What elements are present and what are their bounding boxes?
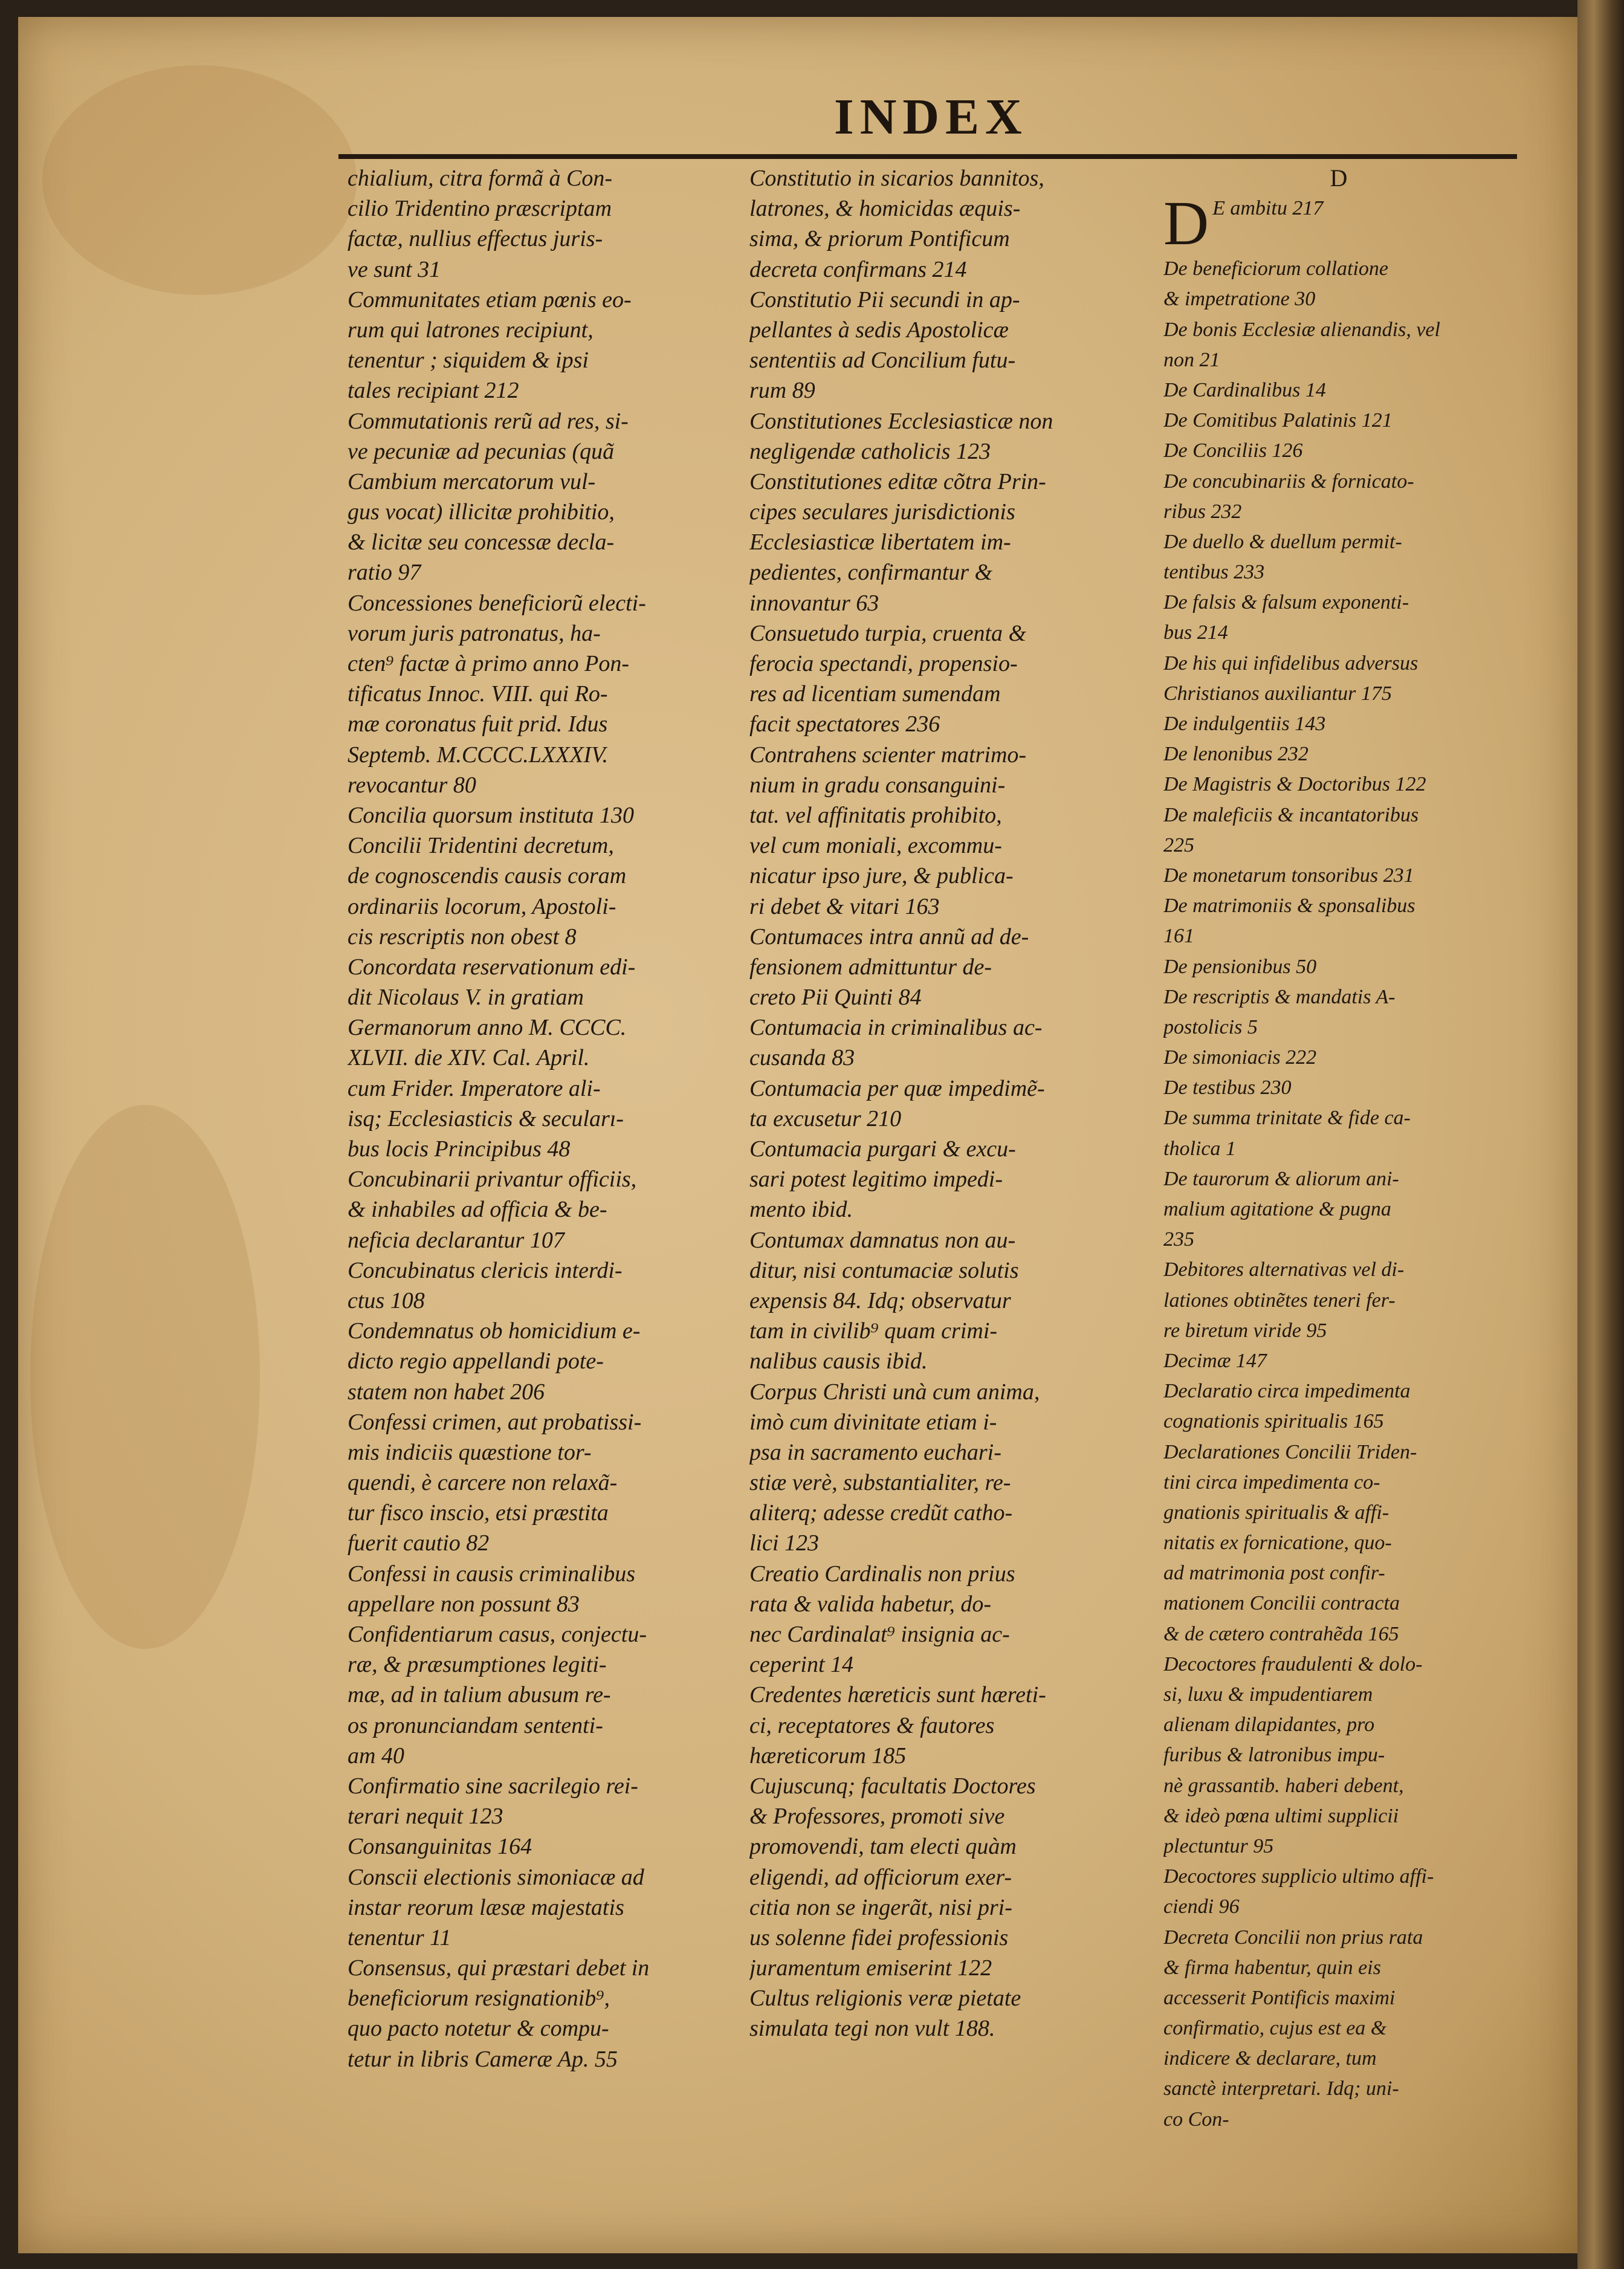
index-line: ordinariis locorum, Apostoli-	[348, 893, 616, 919]
index-line: mationem Concilii contracta	[1163, 1592, 1400, 1615]
index-column-3	[1163, 163, 1514, 2135]
index-line: innovantur 63	[749, 590, 879, 616]
index-line: plectuntur 95	[1163, 1834, 1274, 1857]
index-line: & impetratione 30	[1163, 288, 1316, 311]
index-line: tificatus Innoc. VIII. qui Ro-	[348, 681, 608, 707]
index-line: Declaratio circa impedimenta	[1163, 1380, 1411, 1403]
index-line: Contrahens scienter matrimo-	[749, 742, 1027, 768]
index-line: tam in civilib⁹ quam crimi-	[749, 1318, 998, 1344]
index-line: vorum juris patronatus, ha-	[348, 620, 601, 646]
index-line: Confessi crimen, aut probatissi-	[348, 1409, 642, 1435]
index-line: nec Cardinalat⁹ insignia ac-	[749, 1622, 1010, 1647]
index-line: & licitæ seu concessæ decla-	[348, 529, 615, 555]
index-line: mis indiciis quæstione tor-	[348, 1439, 592, 1465]
index-line: Contumaces intra annũ ad de-	[749, 924, 1029, 950]
index-line: beneficiorum resignationib⁹,	[348, 1986, 610, 2012]
index-line: co Con-	[1163, 2108, 1229, 2131]
index-line: Decreta Concilii non prius rata	[1163, 1926, 1423, 1949]
index-line: Concubinarii privantur officiis,	[348, 1167, 637, 1193]
index-line: Creatio Cardinalis non prius	[749, 1561, 1015, 1587]
index-line: ve pecuniæ ad pecunias (quã	[348, 438, 615, 464]
index-line: cusanda 83	[749, 1045, 855, 1071]
index-line: ve sunt 31	[348, 256, 441, 282]
index-line: De Conciliis 126	[1163, 439, 1303, 462]
index-line: vel cum moniali, excommu-	[749, 833, 1002, 859]
index-line: Contumacia per quæ impedimẽ-	[749, 1075, 1045, 1101]
index-line: ribus 232	[1163, 500, 1242, 523]
index-line: ta excusetur 210	[749, 1105, 902, 1131]
index-line: Confidentiarum casus, conjectu-	[348, 1622, 647, 1647]
index-line: lici 123	[749, 1530, 820, 1556]
index-line: Constitutiones editæ cõtra Prin-	[749, 468, 1046, 494]
index-line: Cambium mercatorum vul-	[348, 468, 596, 494]
index-line: expensis 84. Idq; observatur	[749, 1287, 1011, 1313]
index-line: Ecclesiasticæ libertatem im-	[749, 529, 1011, 555]
index-line: Constitutio Pii secundi in ap-	[749, 286, 1020, 312]
index-line: nicatur ipso jure, & publica-	[749, 863, 1014, 889]
index-line: instar reorum læsæ majestatis	[348, 1894, 624, 1920]
index-line: cum Frider. Imperatore ali-	[348, 1075, 601, 1101]
index-line: cilio Tridentino præscriptam	[348, 196, 612, 222]
index-line: sententiis ad Concilium futu-	[749, 348, 1016, 374]
index-line: isq; Ecclesiasticis & secuları-	[348, 1105, 624, 1131]
index-line: Communitates etiam pœnis eo-	[348, 286, 632, 312]
index-line: revocantur 80	[348, 772, 476, 798]
index-line: re biretum viride 95	[1163, 1319, 1327, 1342]
index-line: dicto regio appellandi pote-	[348, 1348, 604, 1374]
index-line: tenentur 11	[348, 1924, 451, 1950]
index-line: De beneficiorum collatione	[1163, 257, 1389, 280]
index-line: De rescriptis & mandatis A-	[1163, 985, 1396, 1008]
drop-capital: D	[1163, 193, 1209, 254]
index-line: De his qui infidelibus adversus	[1163, 652, 1419, 675]
index-line: Concessiones beneficiorũ electi-	[348, 590, 646, 616]
index-line: 235	[1163, 1228, 1194, 1251]
index-line: De Cardinalibus 14	[1163, 378, 1326, 401]
index-line: De falsis & falsum exponenti-	[1163, 591, 1409, 614]
index-line: postolicis 5	[1163, 1015, 1258, 1038]
index-line: De simoniacis 222	[1163, 1046, 1317, 1069]
index-line: citia non se ingerãt, nisi pri-	[749, 1894, 1012, 1920]
index-line: promovendi, tam electi quàm	[749, 1834, 1017, 1860]
index-line: Decoctores fraudulenti & dolo-	[1163, 1652, 1423, 1675]
index-line: rum qui latrones recipiunt,	[348, 317, 594, 343]
index-line: nè grassantib. haberi debent,	[1163, 1774, 1404, 1797]
index-line: ditur, nisi contumaciæ solutis	[749, 1257, 1019, 1283]
index-line: tur fisco inscio, etsi præstita	[348, 1500, 609, 1526]
index-line: decreta confirmans 214	[749, 256, 967, 282]
index-line: 161	[1163, 925, 1194, 948]
index-line: cognationis spiritualis 165	[1163, 1410, 1384, 1433]
index-line: Consensus, qui præstari debet in	[348, 1955, 650, 1981]
index-line: tenentur ; siquidem & ipsi	[348, 348, 589, 374]
index-line: Constitutio in sicarios bannitos,	[749, 166, 1044, 191]
index-line: De concubinariis & fornicato-	[1163, 470, 1414, 493]
index-line: nalibus causis ibid.	[749, 1348, 928, 1374]
index-line: & de cætero contrahẽda 165	[1163, 1622, 1399, 1645]
index-line: fensionem admittuntur de-	[749, 954, 992, 980]
index-line: nitatis ex fornicatione, quo-	[1163, 1532, 1392, 1555]
index-line: De lenonibus 232	[1163, 743, 1309, 766]
index-line: chialium, citra formã à Con-	[348, 166, 613, 191]
index-line: mæ coronatus fuit prid. Idus	[348, 711, 608, 737]
index-line: negligendæ catholicis 123	[749, 438, 991, 464]
index-line: De Comitibus Palatinis 121	[1163, 409, 1393, 432]
water-stain	[42, 65, 357, 295]
index-line: De Magistris & Doctoribus 122	[1163, 773, 1426, 796]
index-line: De matrimoniis & sponsalibus	[1163, 895, 1415, 918]
index-line: E ambitu 217	[1212, 197, 1324, 220]
index-line: Concilia quorsum instituta 130	[348, 802, 634, 828]
index-line: De duello & duellum permit-	[1163, 530, 1402, 553]
index-line: gnationis spiritualis & affi-	[1163, 1501, 1389, 1524]
index-line: factæ, nullius effectus juris-	[348, 226, 603, 252]
index-line: indicere & declarare, tum	[1163, 2047, 1377, 2070]
index-line: stiæ verè, substantialiter, re-	[749, 1470, 1011, 1496]
index-line: cis rescriptis non obest 8	[348, 924, 577, 950]
index-line: tetur in libris Cameræ Ap. 55	[348, 2046, 618, 2072]
index-line: terari nequit 123	[348, 1804, 503, 1830]
index-line: Contumacia in criminalibus ac-	[749, 1015, 1043, 1041]
index-line: Concubinatus clericis interdi-	[348, 1257, 623, 1283]
index-line: Confirmatio sine sacrilegio rei-	[348, 1773, 638, 1799]
index-line: pellantes à sedis Apostolicæ	[749, 317, 1009, 343]
index-line: am 40	[348, 1743, 404, 1769]
index-line: sanctè interpretari. Idq; uni-	[1163, 2077, 1399, 2100]
index-line: & firma habentur, quin eis	[1163, 1956, 1381, 1979]
index-line: Commutationis rerũ ad res, si-	[348, 408, 629, 434]
index-line: mæ, ad in talium abusum re-	[348, 1682, 611, 1708]
index-line: Decoctores supplicio ultimo affi-	[1163, 1865, 1434, 1888]
index-line: dit Nicolaus V. in gratiam	[348, 985, 584, 1011]
index-line: ferocia spectandi, propensio-	[749, 651, 1018, 676]
page-header-title: INDEX	[834, 89, 1028, 145]
index-line: Contumacia purgari & excu-	[749, 1136, 1016, 1162]
index-line: imò cum divinitate etiam i-	[749, 1409, 997, 1435]
index-line: simulata tegi non vult 188.	[749, 2016, 995, 2042]
index-line: Septemb. M.CCCC.LXXXIV.	[348, 742, 609, 768]
index-line: tales recipiant 212	[348, 378, 519, 404]
index-line: Germanorum anno M. CCCC.	[348, 1015, 627, 1041]
index-line: tentibus 233	[1163, 561, 1265, 584]
index-line: Cultus religionis veræ pietate	[749, 1986, 1021, 2012]
index-column-1	[348, 163, 740, 2074]
index-line: Consanguinitas 164	[348, 1834, 532, 1860]
index-line: appellare non possunt 83	[348, 1591, 580, 1617]
section-letter: D	[1330, 164, 1348, 192]
index-line: Conscii electionis simoniacæ ad	[348, 1864, 644, 1890]
index-line: Consuetudo turpia, cruenta &	[749, 620, 1027, 646]
index-line: Debitores alternativas vel di-	[1163, 1258, 1405, 1281]
index-line: non 21	[1163, 348, 1220, 371]
index-line: De bonis Ecclesiæ alienandis, vel	[1163, 318, 1440, 341]
index-line: Corpus Christi unà cum anima,	[749, 1379, 1040, 1405]
index-line: Contumax damnatus non au-	[749, 1227, 1016, 1253]
index-line: De pensionibus 50	[1163, 955, 1317, 978]
index-line: De indulgentiis 143	[1163, 713, 1326, 735]
header-rule	[338, 154, 1517, 159]
index-line: furibus & latronibus impu-	[1163, 1744, 1385, 1767]
index-line: rata & valida habetur, do-	[749, 1591, 992, 1617]
water-stain	[30, 1105, 260, 1649]
index-line: quo pacto notetur & compu-	[348, 2016, 609, 2042]
index-line: eligendi, ad officiorum exer-	[749, 1864, 1012, 1890]
index-line: Cujuscunq; facultatis Doctores	[749, 1773, 1036, 1799]
index-line: Declarationes Concilii Triden-	[1163, 1440, 1417, 1463]
index-line: & inhabiles ad officia & be-	[348, 1197, 607, 1223]
index-line: malium agitatione & pugna	[1163, 1198, 1391, 1220]
index-line: res ad licentiam sumendam	[749, 681, 1001, 707]
index-line: Christianos auxiliantur 175	[1163, 682, 1392, 705]
index-line: aliterq; adesse credũt catho-	[749, 1500, 1013, 1526]
index-line: De testibus 230	[1163, 1076, 1292, 1099]
index-line: de cognoscendis causis coram	[348, 863, 627, 889]
index-line: ad matrimonia post confir-	[1163, 1562, 1385, 1585]
index-column-2	[749, 163, 1148, 2044]
index-line: pedientes, confirmantur &	[749, 560, 993, 586]
index-column-3-lines	[1163, 254, 1514, 2135]
index-line: tholica 1	[1163, 1137, 1236, 1160]
index-line: tat. vel affinitatis prohibito,	[749, 802, 1002, 828]
index-line: statem non habet 206	[348, 1379, 545, 1405]
book-spine-edge	[1577, 0, 1624, 2269]
index-line: ri debet & vitari 163	[749, 893, 940, 919]
index-line: creto Pii Quinti 84	[749, 985, 922, 1011]
index-line: Decimæ 147	[1163, 1349, 1267, 1372]
index-line: De taurorum & aliorum ani-	[1163, 1167, 1399, 1190]
index-line: ctus 108	[348, 1287, 425, 1313]
index-line: Concordata reservationum edi-	[348, 954, 636, 980]
index-line: Concilii Tridentini decretum,	[348, 833, 614, 859]
index-line: cipes seculares jurisdictionis	[749, 499, 1015, 525]
index-line: ræ, & præsumptiones legiti-	[348, 1652, 607, 1678]
index-line: nium in gradu consanguini-	[749, 772, 1006, 798]
index-line: De monetarum tonsoribus 231	[1163, 864, 1414, 887]
index-line: ceperint 14	[749, 1652, 854, 1678]
index-line: bus locis Principibus 48	[348, 1136, 571, 1162]
index-line: Condemnatus ob homicidium e-	[348, 1318, 641, 1344]
index-line: os pronunciandam sententi-	[348, 1712, 603, 1738]
index-line: rum 89	[749, 378, 815, 404]
index-line: accesserit Pontificis maximi	[1163, 1986, 1396, 2009]
index-line: Constitutiones Ecclesiasticæ non	[749, 408, 1053, 434]
index-line: alienam dilapidantes, pro	[1163, 1714, 1375, 1737]
index-line: mento ibid.	[749, 1197, 853, 1223]
index-line: Credentes hæreticis sunt hæreti-	[749, 1682, 1046, 1708]
index-line: sima, & priorum Pontificum	[749, 226, 1010, 252]
index-line: Confessi in causis criminalibus	[348, 1561, 636, 1587]
index-line: us solenne fidei professionis	[749, 1924, 1009, 1950]
index-line: psa in sacramento euchari-	[749, 1439, 1001, 1465]
index-line: hæreticorum 185	[749, 1743, 907, 1769]
index-line: si, luxu & impudentiarem	[1163, 1683, 1373, 1706]
index-line: latrones, & homicidas æquis-	[749, 196, 1021, 222]
index-line: facit spectatores 236	[749, 711, 940, 737]
index-line: lationes obtinẽtes teneri fer-	[1163, 1289, 1396, 1312]
index-line: ciendi 96	[1163, 1895, 1240, 1918]
index-line: quendi, è carcere non relaxã-	[348, 1470, 618, 1496]
index-line: fuerit cautio 82	[348, 1530, 490, 1556]
index-line: juramentum emiserint 122	[749, 1955, 992, 1981]
index-line: De maleficiis & incantatoribus	[1163, 803, 1419, 826]
index-line: tini circa impedimenta co-	[1163, 1471, 1380, 1494]
index-line: & Professores, promoti sive	[749, 1804, 1005, 1830]
index-line: & ideò pœna ultimi supplicii	[1163, 1804, 1399, 1827]
index-line: ci, receptatores & fautores	[749, 1712, 995, 1738]
index-line: 225	[1163, 833, 1194, 856]
index-line: confirmatio, cujus est ea &	[1163, 2017, 1387, 2040]
index-line: De summa trinitate & fide ca-	[1163, 1107, 1411, 1130]
index-line: neficia declarantur 107	[348, 1227, 565, 1253]
index-line: ratio 97	[348, 560, 421, 586]
index-line: bus 214	[1163, 621, 1228, 644]
first-entry	[1163, 193, 1514, 254]
index-line: gus vocat) illicitæ prohibitio,	[348, 499, 615, 525]
index-line: sari potest legitimo impedi-	[749, 1167, 1003, 1193]
index-line: XLVII. die XIV. Cal. April.	[348, 1045, 590, 1071]
index-line: cten⁹ factæ à primo anno Pon-	[348, 651, 629, 676]
